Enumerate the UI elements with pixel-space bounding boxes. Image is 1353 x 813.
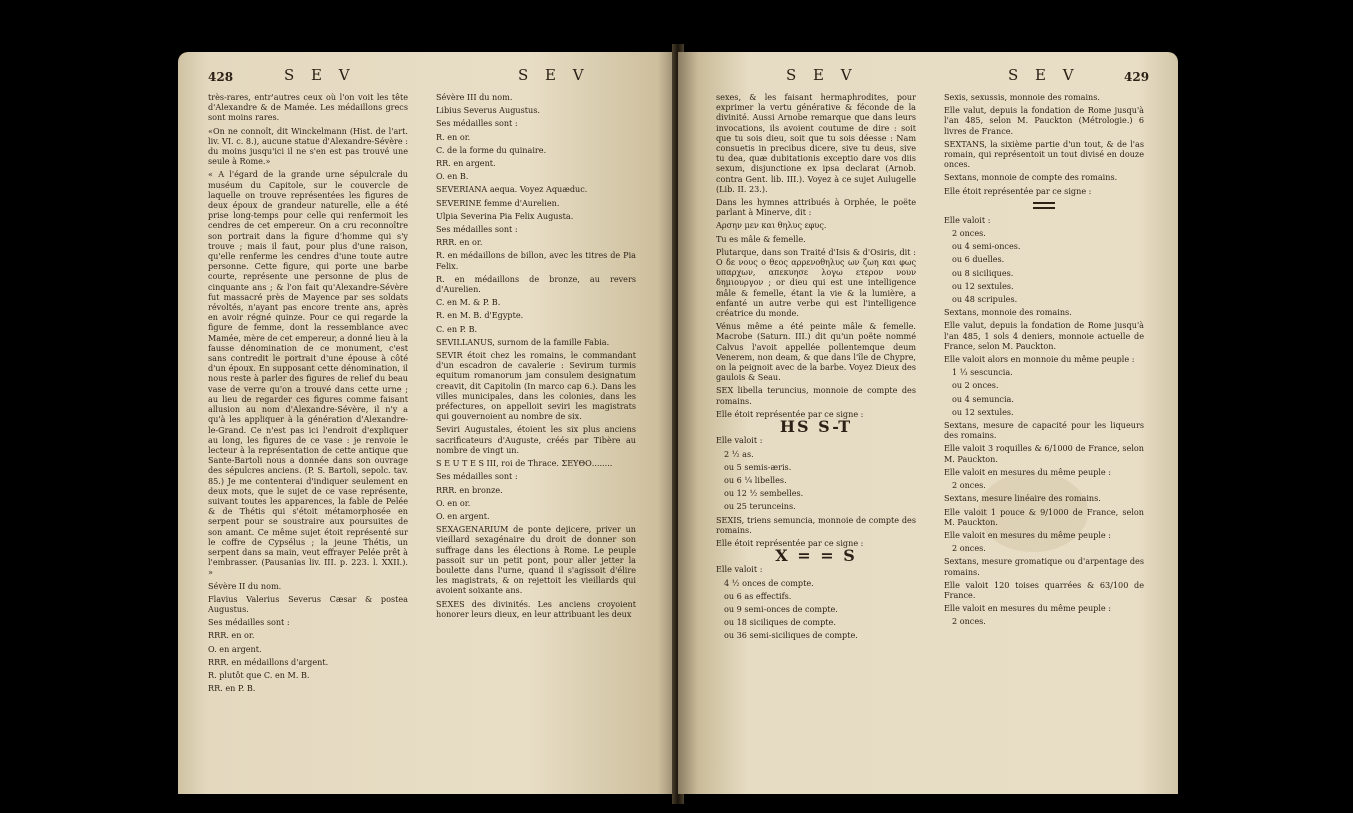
text-line: Elle valut, depuis la fondation de Rome jusqu'à l'an 485, selon M. Pauckton (Métrologie.) 6 livres de France. xyxy=(944,105,1144,136)
text-line: C. en M. & P. B. xyxy=(436,297,501,308)
text-line: Elle étoit représentée par ce signe : xyxy=(716,408,864,419)
text-line: ou 2 onces. xyxy=(952,380,999,391)
text-line: SEVERIANA aequa. Voyez Aquæduc. xyxy=(436,184,588,195)
text-line: ou 12 sextules. xyxy=(952,406,1014,417)
sextans-sign xyxy=(1033,202,1055,209)
text-line: ou 12 ½ sembelles. xyxy=(724,488,804,499)
text-line: Vénus même a été peinte mâle & femelle. Macrobe (Saturn. III.) dit qu'un poëte nommé Calvus l'avoit appellée pollentemque deum Venerem, non deam, & que dans l'île de Chypre, on la peignoit avec de la barbe. Voyez Dieux des gaulois & Seau. xyxy=(716,321,916,383)
text-line: Flavius Valerius Severus Cæsar & postea Augustus. xyxy=(208,593,408,614)
text-line: S E U T E S III, roi de Thrace. ΣΕΥΘΟ........ xyxy=(436,458,613,469)
text-line: Ses médailles sont : xyxy=(436,471,518,482)
text-line: Elle valoit alors en monnoie du même peuple : xyxy=(944,354,1135,365)
text-line: SEXIS, triens semuncia, monnoie de compte des romains. xyxy=(716,514,916,535)
text-line: Sévère II du nom. xyxy=(208,580,282,591)
text-line: 2 onces. xyxy=(952,543,986,554)
text-line: Elle valoit : xyxy=(716,435,763,446)
text-line: 2 onces. xyxy=(952,480,986,491)
text-line: SEVERINE femme d'Aurelien. xyxy=(436,197,560,208)
text-line: SEXAGENARIUM de ponte dejicere, priver un vieillard sexagénaire du droit de donner son suffrage dans les élections à Rome. Le peuple passoit sur un petit pont, pour aller jetter la boulette dans l'urne, quand il s'agissoit d'élire les magistrats, & on rejettoit les vieillards qui avoient soixante ans. xyxy=(436,524,636,596)
text-line: Elle valoit 1 pouce & 9/1000 de France, selon M. Pauckton. xyxy=(944,506,1144,527)
right-page-column-2 xyxy=(944,92,1144,630)
text-line: Elle valoit en mesures du même peuple : xyxy=(944,466,1112,477)
text-line: Ses médailles sont : xyxy=(208,617,290,628)
text-line: RR. en argent. xyxy=(436,158,496,169)
text-line: Sextans, mesure linéaire des romains. xyxy=(944,493,1101,504)
text-line: Sévère III du nom. xyxy=(436,92,513,102)
text-line: ou 5 semis-æris. xyxy=(724,461,792,472)
text-line: Sextans, mesure gromatique ou d'arpentage des romains. xyxy=(944,556,1144,577)
text-line: Elle valoit en mesures du même peuple : xyxy=(944,603,1112,614)
text-line: 4 ½ onces de compte. xyxy=(724,577,814,588)
text-line: Tu es mâle & femelle. xyxy=(716,233,806,244)
text-line: Sextans, monnoie de compte des romains. xyxy=(944,172,1118,183)
text-line: X = = S xyxy=(775,546,857,566)
text-line: SEXES des divinités. Les anciens croyoient honorer leurs dieux, en leur attribuant les deux xyxy=(436,598,636,619)
text-line: 2 onces. xyxy=(952,228,986,239)
text-line: ou 4 semi-onces. xyxy=(952,241,1021,252)
text-line: RRR. en or. xyxy=(436,237,483,248)
text-line: R. en médaillons de bronze, au revers d'Aurelien. xyxy=(436,273,636,295)
text-line: O. en argent. xyxy=(436,510,490,521)
text-line: Elle valoit : xyxy=(944,214,991,225)
text-line: ou 6 as effectifs. xyxy=(724,590,792,601)
text-line: R. plutôt que C. en M. B. xyxy=(208,669,310,680)
text-line: SEX libella teruncius, monnoie de compte des romains. xyxy=(716,385,916,406)
text-line: Ses médailles sont : xyxy=(436,224,518,235)
text-line: Libius Severus Augustus. xyxy=(436,105,540,116)
text-line: Elle valut, depuis la fondation de Rome jusqu'à l'an 485, 1 sols 4 deniers, monnoie actuelle de France, selon M. Pauckton. xyxy=(944,320,1144,351)
text-line: Seviri Augustales, étoient les six plus anciens sacrificateurs d'Auguste, créés par Tibère au nombre de vingt un. xyxy=(436,424,636,455)
text-line: R. en médaillons de billon, avec les titres de Pia Felix. xyxy=(436,250,636,271)
text-line: SEXTANS, la sixième partie d'un tout, & de l'as romain, qui représentoit un tout divisé en douze onces. xyxy=(944,138,1144,170)
right-page xyxy=(678,52,1178,794)
text-line: SEVIR étoit chez les romains, le commandant d'un escadron de cavalerie : Sevirum turmis equitum romanorum jam consulem designatum creavit, dit Capitolin (In marco cap 6.). Dans les villes municipales, dans les colonies, dans les préfectures, on appelloit seviri les magistrats qui gouvernoient au nombre de six. xyxy=(436,350,636,422)
text-line: très-rares, entr'autres ceux où l'on voit les tête d'Alexandre & de Mamée. Les médaillons grecs sont moins rares. xyxy=(208,92,408,123)
text-line: Plutarque, dans son Traité d'Isis & d'Osiris, dit : Ο δε νους ο θεος αρρενοθηλυς ων ζωη και φως υπαρχων, απεκυησε λογω ετερον νουν δημιουργον ; or dieu qui est une intelligence mâle & femelle, étant la vie & la lumière, a enfanté un autre verbe qui est l'intelligence créatrice du monde. xyxy=(716,246,916,319)
text-line: RR. en P. B. xyxy=(208,683,256,694)
text-line: « A l'égard de la grande urne sépulcrale du muséum du Capitole, sur le couvercle de laquelle on trouve représentées les figures de deux époux de grandeur naturelle, elle a été prise long-temps pour celle qui renfermoit les cendres de cet empereur. On a cru reconnoître son portrait dans la figure d'homme qui s'y trouve ; mais il faut, pour plus d'une raison, qu'elle renferme les cendres d'une toute autre personne. Cette figure, qui porte une barbe courte, représente une personne de plus de cinquante ans ; & l'on fait qu'Alexandre-Sévère fut massacré près de Mayence par ses soldats révoltés, n'ayant pas encore trente ans, après en avoir régné quinze. Pour ce qui regarde la figure de femme, dont la ressemblance avec Mamée, mère de cet empereur, a donné lieu à la fausse dénomination de ce monument, c'est sans contredit le portrait d'une épouse à côté d'un époux. En supposant cette dénomination, il nous reste à parler des figures de relief du beau vase de verre qu'on a trouvé dans cette urne ; au lieu de regarder ces figures comme faisant allusion au nom d'Alexandre-Sévère, il n'y a qu'à les appliquer à la génération d'Alexandre-le-Grand. Ce n'est pas ici l'endroit d'expliquer au long, les figures de ce vase : je renvoie le lecteur à la représentation de cette antique que Sante-Bartoli nous a donnée dans son ouvrage des sépulcres anciens. (P. S. Bartoli, sepolc. tav. 85.) Je me contenterai d'indiquer seulement en deux mots, que le sujet de ce vase représente, suivant toutes les apparences, la fable de Pelée & de Thétis qui s'étoit métamorphosée en serpent pour se soustraire aux poursuites de son amant. Ce même sujet étoit représenté sur le coffre de Cypsélus ; la jeune Thétis, un serpent dans sa main, veut effrayer Pelée prêt à l'embrasser. (Pausanias liv. III. p. 223. l. XXII.). » xyxy=(208,169,408,578)
text-line: O. en argent. xyxy=(208,643,262,654)
left-page-column-2 xyxy=(436,92,636,622)
right-page-column-1 xyxy=(716,92,916,644)
running-head-right-2: S E V xyxy=(1008,66,1080,84)
text-line: ou 6 duelles. xyxy=(952,254,1005,265)
text-line: ou 18 siciliques de compte. xyxy=(724,617,836,628)
text-line: HS S-T xyxy=(779,417,853,437)
text-line: 2 ½ as. xyxy=(724,448,754,459)
text-line: Sextans, mesure de capacité pour les liqueurs des romains. xyxy=(944,420,1144,441)
text-line: Sexis, sexussis, monnoie des romains. xyxy=(944,92,1100,102)
text-line: Elle étoit représentée par ce signe : xyxy=(716,537,864,548)
text-line: ou 25 terunceins. xyxy=(724,501,796,512)
text-line: Elle valoit 3 roquilles & 6/1000 de France, selon M. Pauckton. xyxy=(944,443,1144,464)
text-line: ou 6 ¼ libelles. xyxy=(724,474,787,485)
text-line: O. en B. xyxy=(436,171,469,182)
text-line: ou 36 semi-siciliques de compte. xyxy=(724,630,858,641)
text-line: C. en P. B. xyxy=(436,323,478,334)
page-number-left: 428 xyxy=(208,70,234,84)
running-head-right-1: S E V xyxy=(786,66,858,84)
text-line: Elle valoit 120 toises quarrées & 63/100 de France. xyxy=(944,579,1144,600)
text-line: Ses médailles sont : xyxy=(436,118,518,129)
text-line: Αρσην μεν και θηλυς εφυς. xyxy=(716,220,827,231)
text-line: ou 12 sextules. xyxy=(952,280,1014,291)
text-line: ou 4 semuncia. xyxy=(952,393,1014,404)
text-line: Dans les hymnes attribués à Orphée, le poëte parlant à Minerve, dit : xyxy=(716,197,916,218)
left-page-column-1 xyxy=(208,92,408,696)
text-line: 1 ⅓ sescuncia. xyxy=(952,367,1013,378)
text-line: O. en or. xyxy=(436,497,471,508)
text-line: 2 onces. xyxy=(952,616,986,627)
text-line: Ulpia Severina Pia Felix Augusta. xyxy=(436,210,574,221)
text-line: C. de la forme du quinaire. xyxy=(436,144,547,155)
text-line: R. en or. xyxy=(436,131,471,142)
text-line: RRR. en or. xyxy=(208,630,255,641)
text-line: «On ne connoît, dit Winckelmann (Hist. de l'art. liv. VI. c. 8.), aucune statue d'Alexandre-Sévère : du moins jusqu'ici il ne s'en est pas trouvé une seule à Rome.» xyxy=(208,125,408,167)
running-head-left-1: S E V xyxy=(284,66,356,84)
left-page xyxy=(178,52,678,794)
text-line: Sextans, monnoie des romains. xyxy=(944,307,1072,318)
text-line: ou 8 siciliques. xyxy=(952,267,1014,278)
text-line: ou 48 scripules. xyxy=(952,294,1018,305)
page-number-right: 429 xyxy=(1124,70,1150,84)
text-line: Elle valoit en mesures du même peuple : xyxy=(944,529,1112,540)
text-line: ou 9 semi-onces de compte. xyxy=(724,603,838,614)
text-line: R. en M. B. d'Egypte. xyxy=(436,310,524,321)
text-line: Elle valoit : xyxy=(716,564,763,575)
text-line: SEVILLANUS, surnom de la famille Fabia. xyxy=(436,336,610,347)
text-line: sexes, & les faisant hermaphrodites, pour exprimer la vertu générative & féconde de la divinité. Aussi Arnobe remarque que dans leurs invocations, ils avoient coutume de dire : soit que tu sois dieu, soit que tu sois déesse : Nam consuetis in precibus dicere, sive tu deus, sive tu dea, quæ dubitationis exceptio dare vos diis sexum, disjunctione ex ipsa declarat (Arnob. contra Gent. lib. III.). Voyez à ce sujet Aulugelle (Lib. II. 23.). xyxy=(716,92,916,194)
text-line: RRR. en bronze. xyxy=(436,484,503,495)
running-head-left-2: S E V xyxy=(518,66,590,84)
text-line: Elle étoit représentée par ce signe : xyxy=(944,185,1092,196)
text-line: RRR. en médaillons d'argent. xyxy=(208,656,329,667)
